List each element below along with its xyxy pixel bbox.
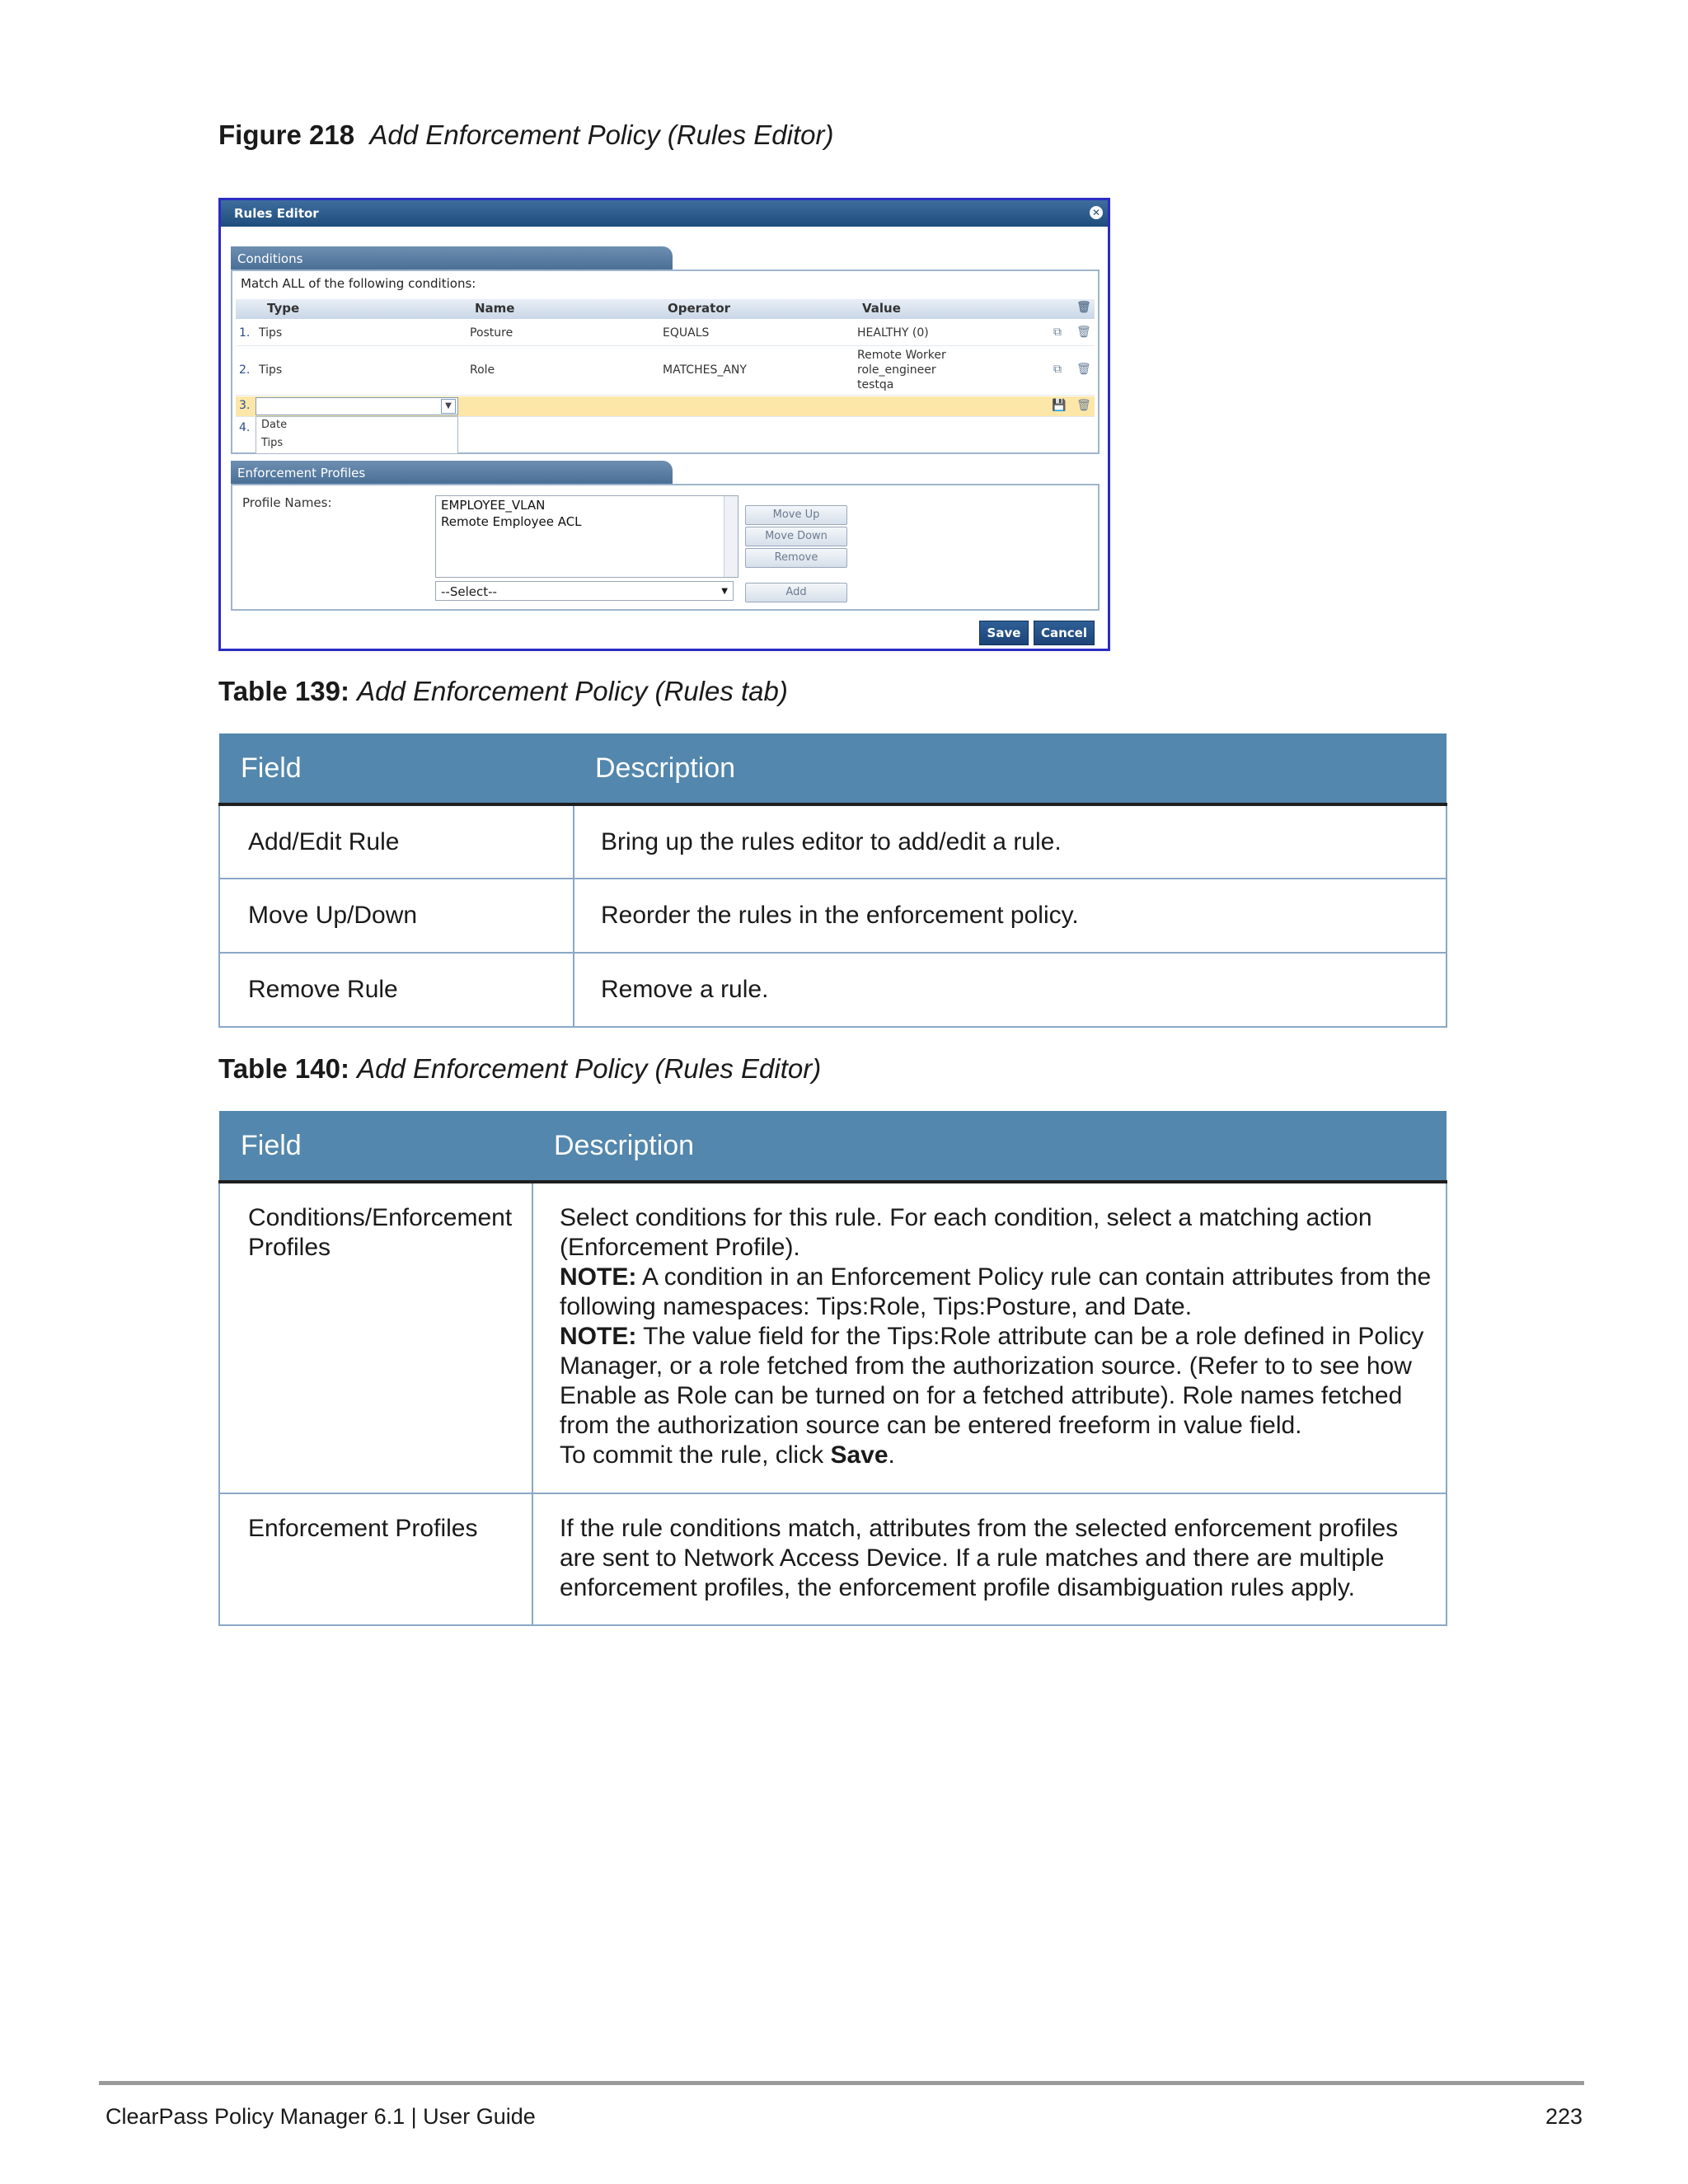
description-cell: Remove a rule. [574, 953, 1447, 1027]
remove-button[interactable]: Remove [745, 548, 847, 568]
description-cell: Bring up the rules editor to add/edit a rule. [574, 804, 1447, 879]
profile-item[interactable]: Remote Employee ACL [441, 514, 582, 529]
table139-caption [218, 676, 788, 707]
table-row [219, 953, 1447, 1027]
field-cell: Add/Edit Rule [219, 804, 574, 879]
profile-listbox[interactable] [435, 495, 738, 578]
table-140 [218, 1111, 1447, 1626]
condition-row[interactable]: 1. Tips Posture EQUALS HEALTHY (0) ⧉ 🗑 [236, 322, 1095, 346]
figure-caption [218, 120, 833, 151]
rules-editor-window [218, 198, 1110, 651]
table140-caption [218, 1053, 821, 1085]
description-cell [532, 1182, 1447, 1493]
header-description: Description [532, 1111, 1447, 1182]
chevron-down-icon[interactable]: ▼ [441, 399, 456, 414]
type-dropdown[interactable] [256, 397, 458, 415]
commit-paragraph: To commit the rule, click Save. [560, 1441, 895, 1469]
condition-row-editing[interactable]: 3. ▼ 💾 🗑 [236, 396, 1095, 417]
page-number: 223 [1545, 2104, 1582, 2129]
condition-row[interactable]: 4. [239, 421, 251, 434]
enforcement-profiles-tab: Enforcement Profiles [231, 461, 673, 484]
profile-select[interactable]: --Select-- ▼ [435, 581, 734, 601]
table-title: Add Enforcement Policy (Rules tab) [357, 676, 788, 706]
table-row [219, 1493, 1447, 1625]
copy-icon[interactable]: ⧉ [1053, 363, 1062, 376]
figure-label: Figure 218 [218, 120, 355, 150]
trash-icon[interactable]: 🗑 [1076, 326, 1091, 339]
save-icon[interactable]: 💾 [1052, 399, 1067, 412]
type-dropdown-list [256, 416, 458, 454]
header-description: Description [574, 733, 1447, 804]
col-operator: Operator [668, 301, 731, 316]
footer-title: ClearPass Policy Manager 6.1 | User Guide [106, 2104, 536, 2129]
dropdown-option[interactable]: Date [261, 419, 288, 431]
description-cell: If the rule conditions match, attributes from the selected enforcement profiles are sent to Network Access Device. If a rule matches and there are multiple enforcement profiles, the enforcement profile disambiguation rules apply. [532, 1493, 1447, 1625]
close-icon[interactable]: ✕ [1090, 206, 1103, 219]
table-row [219, 1182, 1447, 1493]
note-paragraph: NOTE: The value field for the Tips:Role attribute can be a role defined in Policy Manager, or a role fetched from the authorization source. (Refer to to see how Enable as Role can be turned on for a fetched attribute). Role names fetched from the authorization source can be entered freeform in value field. [560, 1323, 1424, 1439]
condition-row[interactable]: 2. Tips Role MATCHES_ANY Remote Worker role_engineer testqa ⧉ 🗑 [236, 347, 1095, 396]
note-paragraph: NOTE: A condition in an Enforcement Policy rule can contain attributes from the following namespaces: Tips:Role, Tips:Posture, and Date. [560, 1263, 1432, 1320]
col-value: Value [862, 301, 901, 316]
trash-icon[interactable]: 🗑 [1076, 363, 1091, 376]
col-type: Type [267, 301, 300, 316]
table-139 [218, 733, 1447, 1028]
field-cell: Remove Rule [219, 953, 574, 1027]
field-cell: Enforcement Profiles [219, 1493, 532, 1625]
save-button[interactable]: Save [979, 621, 1029, 645]
table-title: Add Enforcement Policy (Rules Editor) [357, 1053, 822, 1084]
table-label: Table 140: [218, 1053, 349, 1084]
header-field: Field [219, 1111, 532, 1182]
dropdown-option[interactable]: Tips [261, 437, 284, 449]
col-name: Name [475, 301, 515, 316]
figure-title: Add Enforcement Policy (Rules Editor) [369, 120, 834, 150]
profile-item[interactable]: EMPLOYEE_VLAN [441, 498, 546, 513]
table-row [219, 804, 1447, 879]
trash-icon[interactable]: 🗑 [1076, 301, 1091, 314]
move-up-button[interactable]: Move Up [745, 505, 847, 525]
scrollbar[interactable] [724, 496, 738, 577]
table-row [219, 879, 1447, 953]
description-cell: Reorder the rules in the enforcement policy. [574, 879, 1447, 953]
cancel-button[interactable]: Cancel [1034, 621, 1095, 645]
rules-editor-title: Rules Editor [234, 206, 319, 221]
conditions-tab: Conditions [231, 246, 673, 269]
footer-divider [99, 2081, 1584, 2085]
description-paragraph: Select conditions for this rule. For each condition, select a matching action (Enforcement Profile). [560, 1204, 1372, 1261]
conditions-header [236, 299, 1095, 319]
chevron-down-icon: ▼ [721, 587, 728, 596]
match-text: Match ALL of the following conditions: [241, 276, 476, 291]
profile-names-label: Profile Names: [242, 495, 332, 510]
copy-icon[interactable]: ⧉ [1053, 326, 1062, 339]
add-button[interactable]: Add [745, 583, 847, 602]
header-field: Field [219, 733, 574, 804]
conditions-panel [231, 269, 1100, 454]
field-cell: Move Up/Down [219, 879, 574, 953]
enforcement-profiles-panel [231, 484, 1100, 611]
field-cell: Conditions/Enforcement Profiles [219, 1182, 532, 1493]
trash-icon[interactable]: 🗑 [1076, 399, 1091, 412]
rules-editor-titlebar [221, 200, 1108, 227]
move-down-button[interactable]: Move Down [745, 527, 847, 546]
table-label: Table 139: [218, 676, 349, 706]
